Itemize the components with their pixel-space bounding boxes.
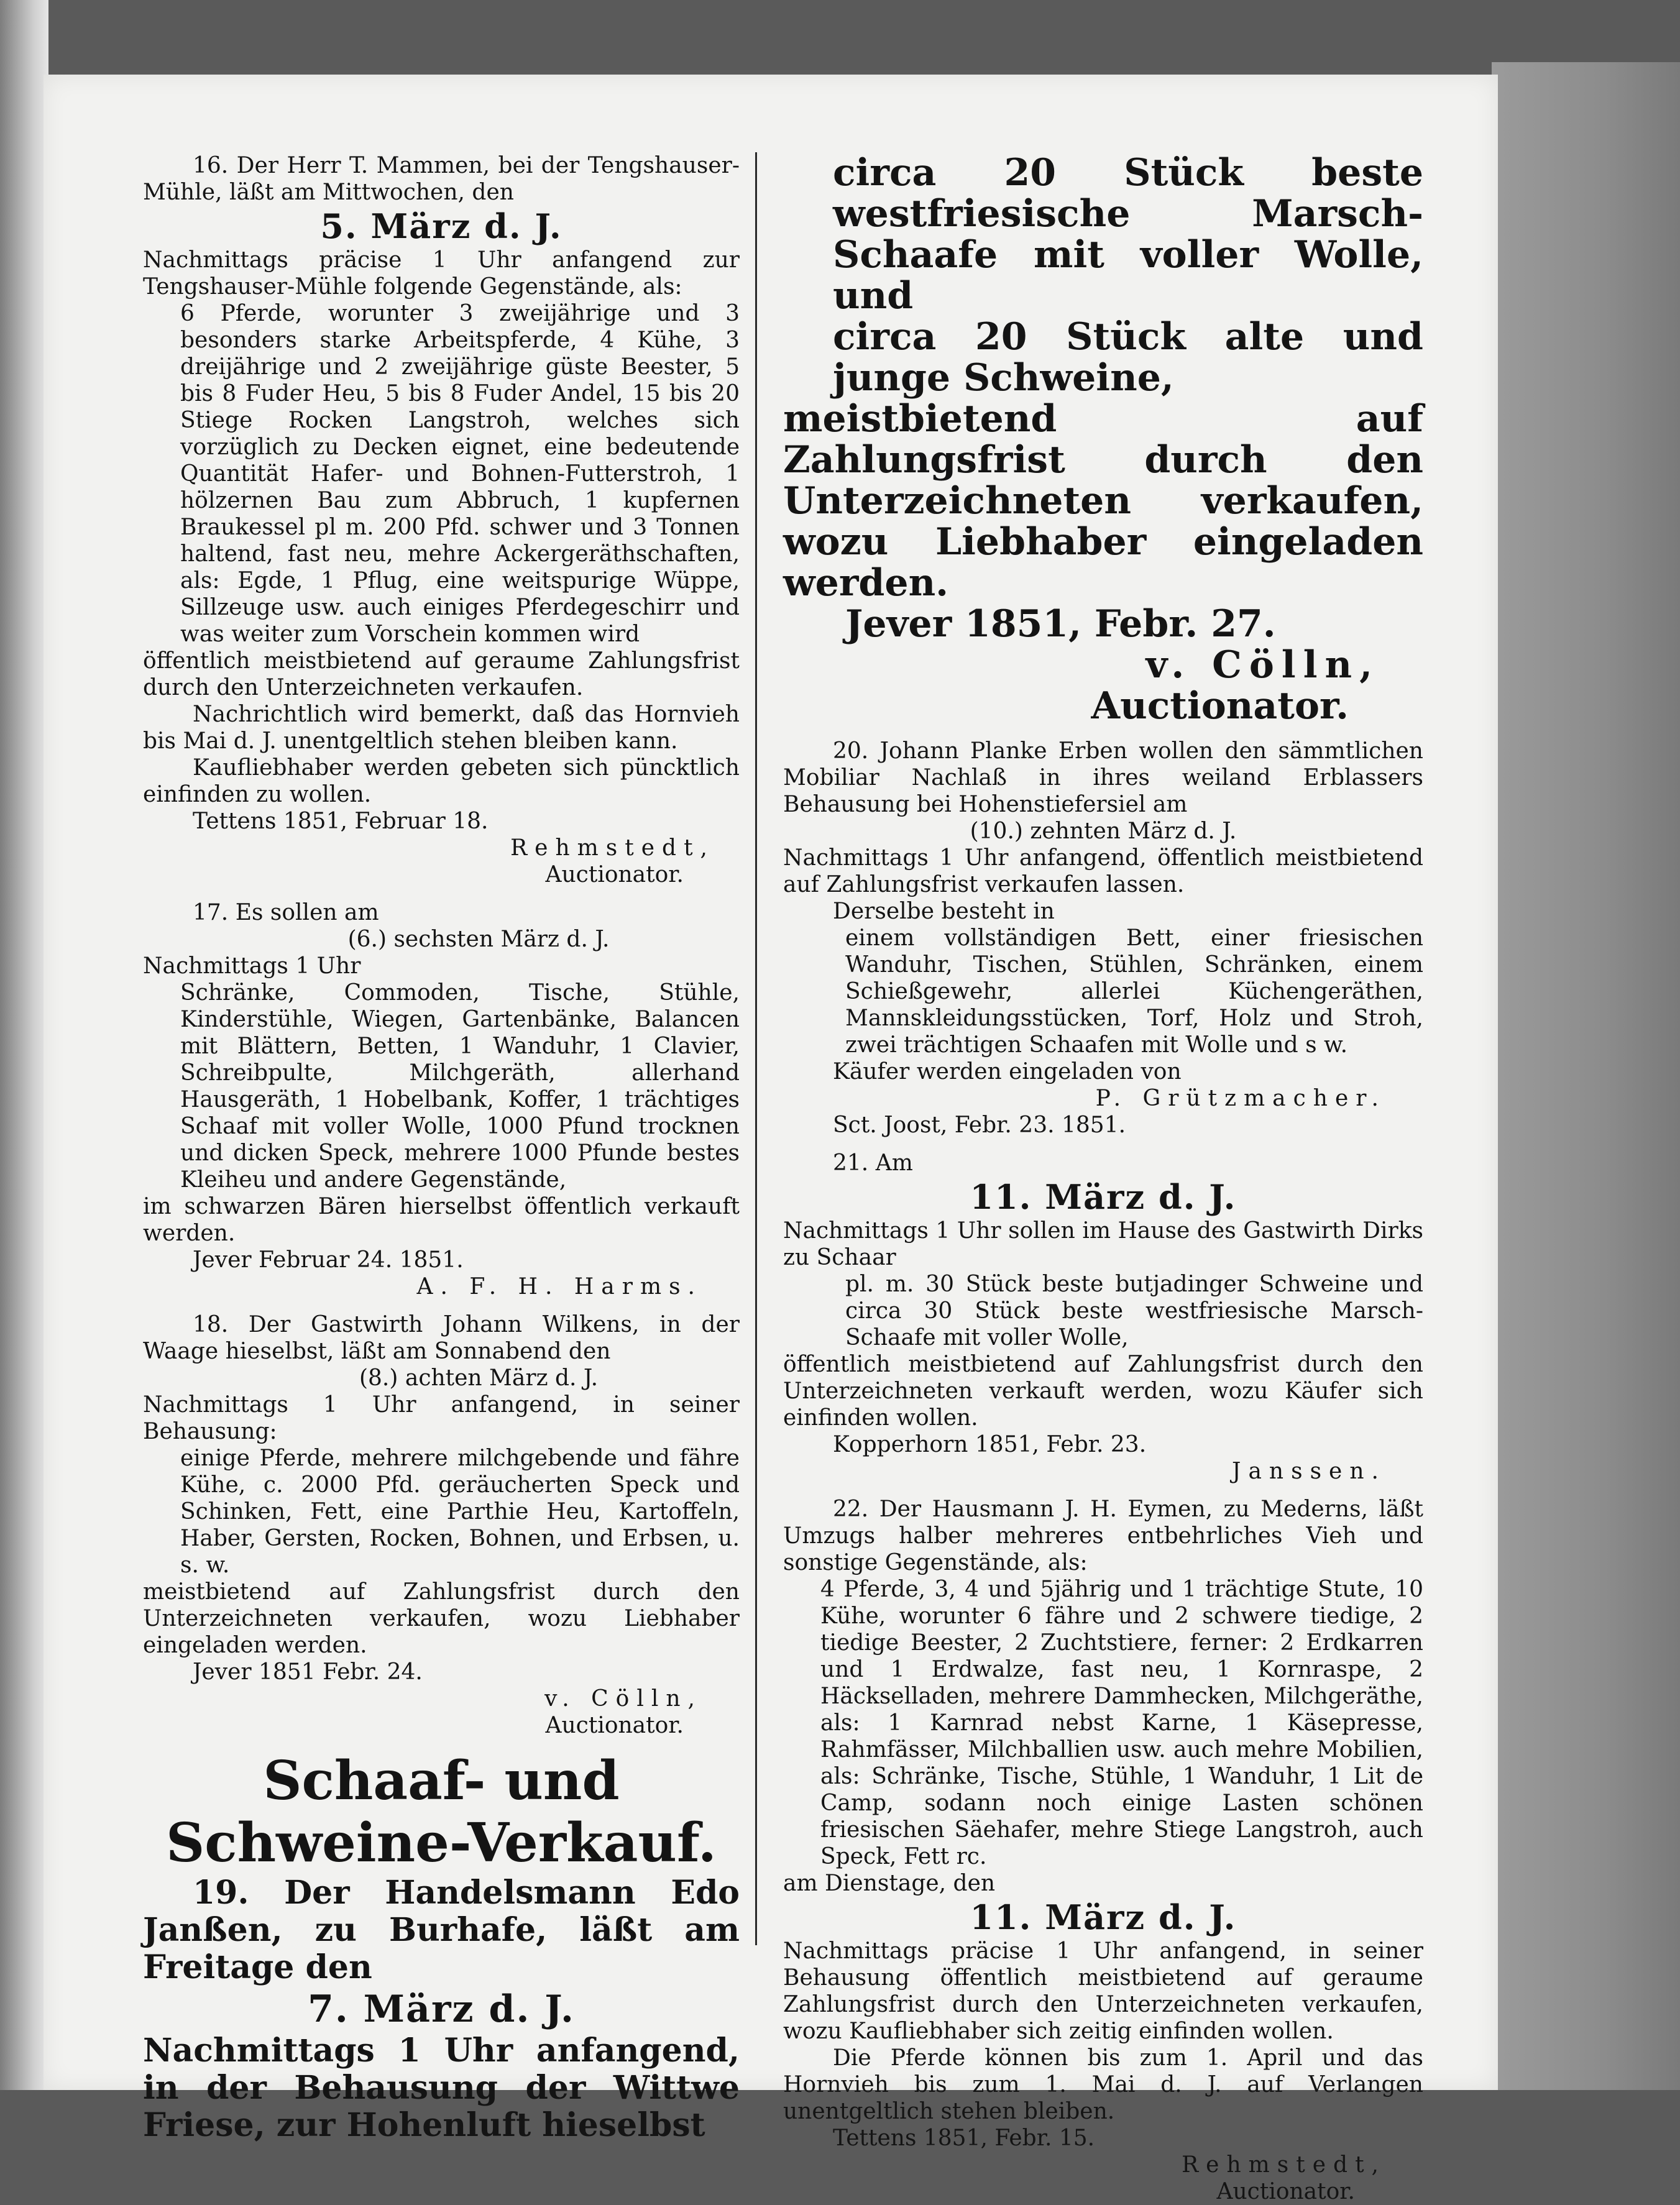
notice-21-place-date: Kopperhorn 1851, Febr. 23. [833, 1432, 1147, 1457]
notice-20 [783, 738, 1423, 1139]
notice-19-role: Auctionator. [1091, 684, 1349, 728]
notice-16-time: Nachmittags präcise 1 Uhr anfangend zur Tengshauser-Mühle folgende Gegenstände, als: [143, 247, 740, 300]
notice-16 [143, 152, 740, 888]
notice-18-date: (8.) achten März d. J. [359, 1365, 599, 1391]
notice-21-terms: öffentlich meistbietend auf Zahlungsfrist durch den Unterzeichneten verkauft werden, wozu Käufer sich einfinden wollen. [783, 1352, 1423, 1431]
notice-17-intro: 17. Es sollen am [193, 900, 379, 925]
notice-21-time: Nachmittags 1 Uhr sollen im Hause des Gastwirth Dirks zu Schaar [783, 1218, 1423, 1270]
notice-16-items: 6 Pferde, worunter 3 zweijährige und 3 besonders starke Arbeitspferde, 4 Kühe, 3 dreijährige und 2 zweijährige güste Beester, 5 bis 8 Fuder Heu, 5 bis 8 Fuder Andel, 15 bis 20 Stiege Rocken Langstroh, welches sich vorzüglich zu Decken eignet, eine bedeutende Quantität Hafer- und Bohnen-Futterstroh, 1 hölzernen Bau zum Abbruch, 1 kupfernen Braukessel pl m. 200 Pfd. schwer und 3 Tonnen haltend, fast neu, mehre Ackergeräthschaften, als: Egde, 1 Pflug, eine weitspurige Wüppe, Sillzeuge usw. auch einiges Pferdegeschirr und was weiter zum Vorschein kommen wird [180, 301, 740, 647]
notice-16-place-date: Tettens 1851, Februar 18. [193, 809, 489, 834]
notice-18-items: einige Pferde, mehrere milchgebende und fähre Kühe, c. 2000 Pfd. geräucherten Speck und Schinken, Fett, eine Parthie Heu, Kartoffeln, Haber, Gersten, Rocken, Bohnen, und Erbsen, u. s. w. [180, 1446, 740, 1578]
notice-16-terms: öffentlich meistbietend auf geraume Zahlungsfrist durch den Unterzeichneten verkaufen. [143, 648, 740, 700]
notice-18-place-date: Jever 1851 Febr. 24. [193, 1659, 423, 1685]
notice-22-role: Auctionator. [1216, 2179, 1355, 2204]
notice-16-invite: Kaufliebhaber werden gebeten sich püncktlich einfinden zu wollen. [143, 755, 740, 807]
notice-19-time: Nachmittags 1 Uhr anfangend, in der Behausung der Wittwe Friese, zur Hohenluft hieselbst [143, 2032, 740, 2144]
notice-22-items: 4 Pferde, 3, 4 und 5jährig und 1 trächtige Stute, 10 Kühe, worunter 6 fähre und 2 schwere tiedige, 2 tiedige Beester, 2 Zuchtstiere, ferner: 2 Erdkarren und 1 Erdwalze, fast neu, 1 Kornraspe, 2 Häckselladen, mehrere Dammhecken, Milchgeräthe, als: 1 Karnrad nebst Karne, 1 Käsepresse, Rahmfässer, Milchballien usw. auch mehre Mobilien, als: Schränke, Tische, Stühle, 1 Wanduhr, 1 Lit de Camp, sodann noch einige Lasten schönen friesischen Säehafer, mehre Stiege Langstroh, auch Speck, Fett rc. [820, 1577, 1423, 1869]
right-column [783, 152, 1423, 2205]
notice-20-date: (10.) zehnten März d. J. [970, 818, 1237, 844]
notice-17-terms: im schwarzen Bären hierselbst öffentlich verkauft werden. [143, 1194, 740, 1246]
notice-22-day: am Dienstage, den [783, 1871, 996, 1896]
notice-22-intro: 22. Der Hausmann J. H. Eymen, zu Mederns, läßt Umzugs halber mehreres entbehrliches Vieh und sonstige Gegenstände, als: [783, 1497, 1423, 1575]
notice-17-signer: A. F. H. Harms. [416, 1274, 702, 1300]
notice-16-signer: Rehmstedt, [510, 835, 715, 861]
notice-22-date: 11. März d. J. [970, 1897, 1237, 1937]
notice-17-items: Schränke, Commoden, Tische, Stühle, Kinderstühle, Wiegen, Gartenbänke, Balancen mit Blättern, Betten, 1 Wanduhr, 1 Clavier, Schreibpulte, Milchgeräth, allerhand Hausgeräth, 1 Hobelbank, Koffer, 1 trächtiges Schaaf mit voller Wolle, 1000 Pfund trocknen und dicken Speck, mehrere 1000 Pfunde bestes Kleiheu und andere Gegenstände, [180, 980, 740, 1193]
notice-20-consists: Derselbe besteht in [833, 899, 1055, 924]
notice-20-place-date: Sct. Joost, Febr. 23. 1851. [833, 1112, 1126, 1138]
notice-22-place-date: Tettens 1851, Febr. 15. [833, 2125, 1095, 2151]
notice-21-date: 11. März d. J. [970, 1177, 1237, 1217]
notice-18-time: Nachmittags 1 Uhr anfangend, in seiner Behausung: [143, 1392, 740, 1444]
notice-20-time: Nachmittags 1 Uhr anfangend, öffentlich meistbietend auf Zahlungsfrist verkaufen lassen. [783, 845, 1423, 897]
notice-21-signer: Janssen. [1232, 1459, 1386, 1484]
notice-19-intro: 19. Der Handelsmann Edo Janßen, zu Burhafe, läßt am Freitage den [143, 1874, 740, 1986]
book-edge [1492, 62, 1680, 2090]
column-rule [755, 152, 757, 1945]
notice-16-role: Auctionator. [545, 862, 684, 887]
notice-20-items: einem vollständigen Bett, einer friesischen Wanduhr, Tischen, Stühlen, Schränken, einem Schießgewehr, allerlei Küchengeräthen, Mannskleidungsstücken, Torf, Holz und Stroh, zwei trächtigen Schaafen mit Wolle und s w. [845, 925, 1423, 1058]
notice-18-signer: v. Cölln, [544, 1686, 702, 1712]
notice-18-intro: 18. Der Gastwirth Johann Wilkens, in der Waage hieselbst, läßt am Sonnabend den [143, 1312, 740, 1364]
notice-19 [143, 1874, 740, 2144]
notice-18 [143, 1311, 740, 1739]
notice-22 [783, 1496, 1423, 2205]
section-heading: Schaaf- und Schweine-Verkauf. [166, 1749, 717, 1874]
notice-16-note: Nachrichtlich wird bemerkt, daß das Hornvieh bis Mai d. J. unentgeltlich stehen bleiben kann. [143, 702, 740, 754]
left-page-edge [0, 0, 48, 2090]
notice-18-terms: meistbietend auf Zahlungsfrist durch den Unterzeichneten verkaufen, wozu Liebhaber eingeladen werden. [143, 1579, 740, 1658]
notice-17 [143, 899, 740, 1300]
notice-16-date: 5. März d. J. [320, 206, 562, 246]
notice-19-signer: v. Cölln, [1145, 643, 1380, 687]
notice-19-items-sheep: circa 20 Stück beste westfriesische Marsch-Schaafe mit voller Wolle, und [833, 151, 1423, 318]
notice-19-date: 7. März d. J. [308, 1987, 575, 2031]
notice-22-terms: Nachmittags präcise 1 Uhr anfangend, in seiner Behausung öffentlich meistbietend auf geraume Zahlungsfrist durch den Unterzeichneten verkaufen, wozu Kaufliebhaber sich zeitig einfinden wollen. [783, 1938, 1423, 2044]
notice-16-intro: 16. Der Herr T. Mammen, bei der Tengshauser-Mühle, läßt am Mittwochen, den [143, 153, 740, 205]
notice-19-continued [783, 152, 1423, 727]
notice-19-place-date: Jever 1851, Febr. 27. [845, 602, 1276, 646]
notice-22-signer: Rehmstedt, [1182, 2152, 1386, 2178]
notice-17-time: Nachmittags 1 Uhr [143, 953, 361, 979]
notice-20-invite: Käufer werden eingeladen von [833, 1059, 1182, 1084]
notice-19-items-pigs: circa 20 Stück alte und junge Schweine, [833, 315, 1423, 400]
notice-21-intro: 21. Am [833, 1150, 913, 1176]
notice-21-items: pl. m. 30 Stück beste butjadinger Schweine und circa 30 Stück beste westfriesische Marsch-Schaafe mit voller Wolle, [845, 1272, 1423, 1350]
left-column [143, 152, 740, 2144]
notice-22-note: Die Pferde können bis zum 1. April und das Hornvieh bis zum 1. Mai d. J. auf Verlangen unentgeltlich stehen bleiben. [783, 2045, 1423, 2124]
notice-18-role: Auctionator. [545, 1713, 684, 1738]
notice-21 [783, 1150, 1423, 1485]
notice-20-intro: 20. Johann Planke Erben wollen den sämmtlichen Mobiliar Nachlaß in ihres weiland Erblassers Behausung bei Hohenstiefersiel am [783, 738, 1423, 817]
notice-17-place-date: Jever Februar 24. 1851. [193, 1247, 464, 1273]
notice-17-date: (6.) sechsten März d. J. [347, 927, 610, 952]
notice-20-signer: P. Grützmacher. [1095, 1086, 1386, 1111]
notice-19-terms: meistbietend auf Zahlungsfrist durch den Unterzeichneten verkaufen, wozu Liebhaber eingeladen werden. [783, 397, 1423, 605]
newspaper-page [44, 75, 1498, 2204]
